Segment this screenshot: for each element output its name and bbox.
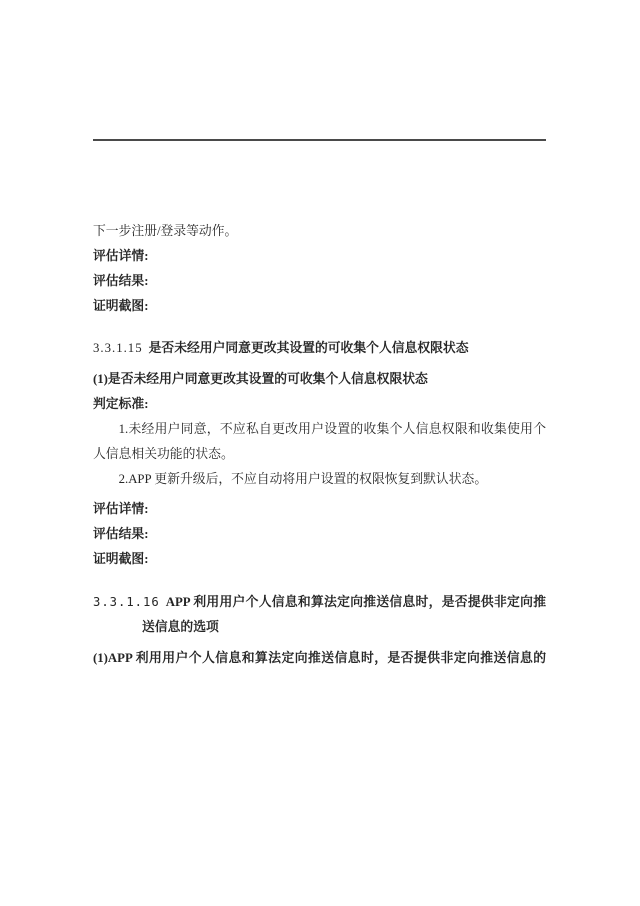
document-body	[93, 0, 546, 671]
section-title-16: APP 利用用户个人信息和算法定向推送信息时，是否提供非定向推送信息的选项	[142, 595, 546, 634]
section-number-16: 3.3.1.16	[93, 595, 160, 609]
section-heading-3-3-1-15	[93, 336, 546, 361]
criterion-1: 1.未经用户同意，不应私自更改用户设置的收集个人信息权限和收集使用个人信息相关功能的状态。	[93, 422, 546, 461]
item-heading-15-1: (1)是否未经用户同意更改其设置的可收集个人信息权限状态	[93, 372, 428, 386]
eval-detail-label-1: 评估详情:	[93, 249, 149, 263]
criteria-label: 判定标准:	[93, 397, 149, 411]
section-number-15: 3.3.1.15	[93, 341, 143, 355]
intro-paragraph: 下一步注册/登录等动作。	[93, 224, 238, 238]
section-heading-3-3-1-16	[93, 590, 546, 640]
eval-detail-label-2: 评估详情:	[93, 502, 149, 516]
criterion-2: 2.APP 更新升级后，不应自动将用户设置的权限恢复到默认状态。	[118, 472, 488, 486]
item-heading-16-1: (1)APP 利用用户个人信息和算法定向推送信息时，是否提供非定向推送信息的	[93, 651, 546, 665]
proof-screenshot-label-2: 证明截图:	[93, 552, 149, 566]
eval-result-label-2: 评估结果:	[93, 527, 149, 541]
proof-screenshot-label-1: 证明截图:	[93, 299, 149, 313]
section-title-15: 是否未经用户同意更改其设置的可收集个人信息权限状态	[148, 341, 469, 355]
eval-result-label-1: 评估结果:	[93, 274, 149, 288]
